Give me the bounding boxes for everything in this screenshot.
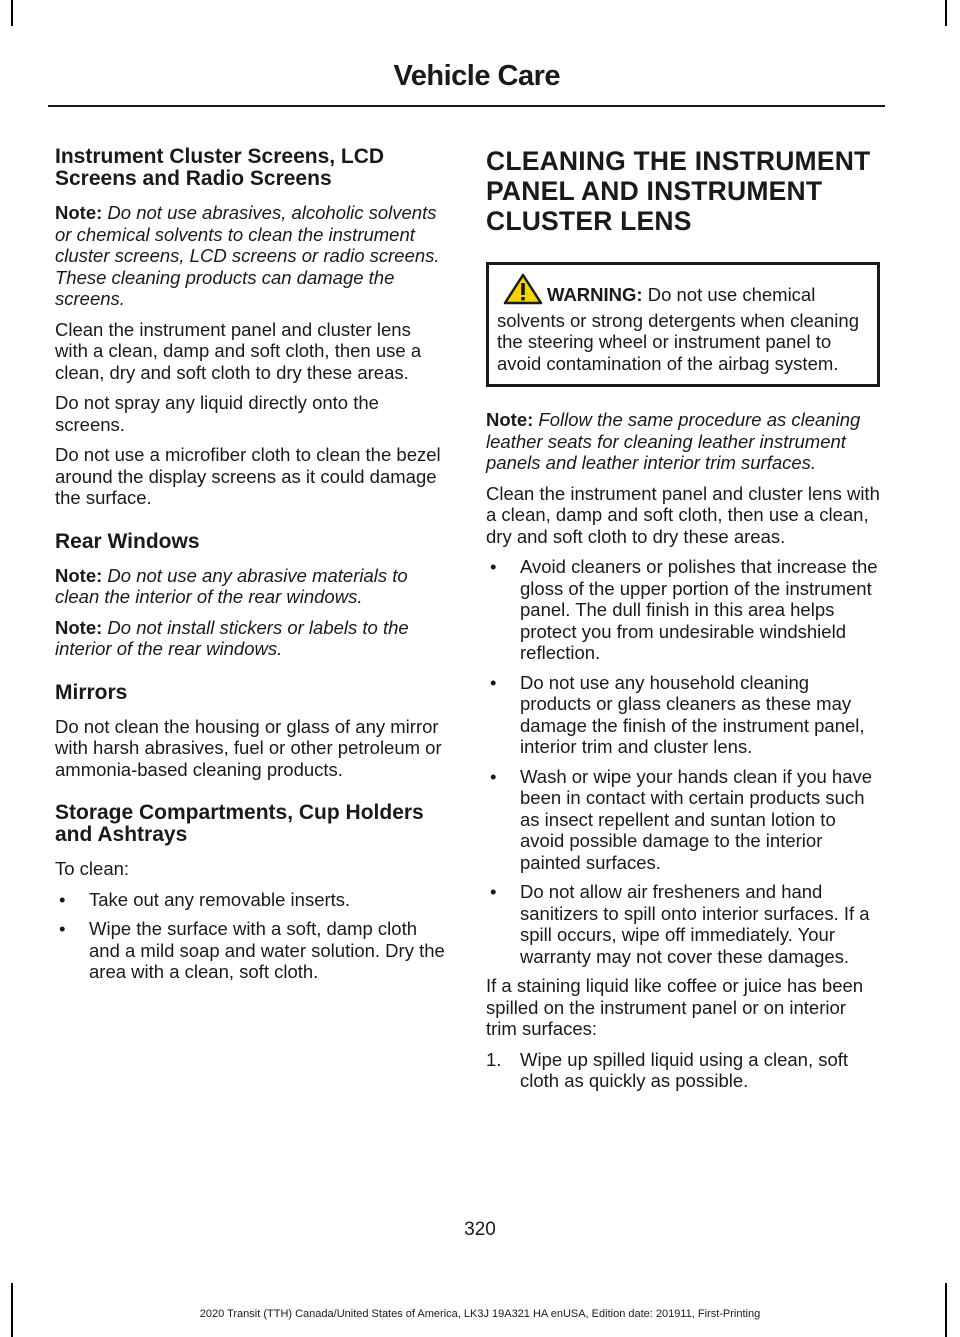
paragraph-staining-liquid: If a staining liquid like coffee or juice has been spilled on the instrument panel or on interior trim surfaces: (486, 975, 864, 1039)
list-item (486, 881, 880, 967)
step-text: Wipe up spilled liquid using a clean, soft cloth as quickly as possible. (520, 1048, 849, 1091)
crop-mark-top-left (11, 0, 13, 26)
crop-mark-top-right (945, 0, 947, 26)
paragraph-mirrors: Do not clean the housing or glass of any mirror with harsh abrasives, fuel or other petroleum or ammonia-based cleaning products. (55, 715, 442, 780)
bullet-icon: • (490, 881, 497, 902)
bullet-icon: • (490, 765, 497, 787)
bullet-icon: • (59, 918, 66, 939)
list-item-text: Do not use any household cleaning products or glass cleaners as these may damage the finish of the instrument panel, interior trim and cluster lens. (520, 671, 865, 757)
bullet-list-storage (55, 889, 448, 983)
note-label: Note: (55, 564, 103, 586)
bullet-icon: • (59, 888, 66, 910)
list-item-text: Do not allow air fresheners and hand sanitizers to spill onto interior surfaces. If a spill occurs, wipe off immediately. Your warranty may not cover these damages. (520, 881, 870, 967)
note-label: Note: (55, 202, 103, 223)
numbered-steps (486, 1049, 880, 1092)
list-item-text: Avoid cleaners or polishes that increase the gloss of the upper portion of the instrument panel. The dull finish in this area helps protect you from undesirable windshield reflection. (520, 556, 878, 663)
warning-label: WARNING: (547, 284, 643, 305)
list-item (55, 889, 448, 911)
warning-box (486, 262, 880, 387)
step-number: 1. (486, 1048, 502, 1070)
heading-rear-windows: Rear Windows (55, 529, 200, 553)
warning-text: Do not use chemical solvents or strong detergents when cleaning the steering wheel or instrument panel to avoid contamination of the airbag system. (497, 284, 859, 374)
list-item (486, 766, 880, 874)
paragraph-clean-panel: Clean the instrument panel and cluster lens with a clean, damp and soft cloth, then use a clean, dry and soft cloth to dry these areas. (486, 482, 880, 547)
page-section-title: Vehicle Care (393, 60, 560, 92)
note-rear-stickers (55, 617, 448, 660)
paragraph-no-spray: Do not spray any liquid directly onto the screens. (55, 392, 379, 435)
list-item-text: Wash or wipe your hands clean if you have been in contact with certain products such as insect repellent and suntan lotion to avoid possible damage to the interior painted surfaces. (520, 765, 873, 873)
warning-triangle-icon (503, 273, 543, 310)
list-item-text: Wipe the surface with a soft, damp cloth and a mild soap and water solution. Dry the area with a clean, soft cloth. (89, 918, 445, 982)
note-text: Do not use any abrasive materials to clean the interior of the rear windows. (55, 564, 408, 607)
step-item (486, 1049, 880, 1092)
heading-cleaning-instrument-panel: CLEANING THE INSTRUMENT PANEL AND INSTRUMENT CLUSTER LENS (486, 146, 871, 236)
bullet-icon: • (490, 556, 497, 577)
paragraph-clean-panel: Clean the instrument panel and cluster lens with a clean, damp and soft cloth, then use a clean, dry and soft cloth to dry these areas. (55, 318, 422, 383)
note-abrasives (55, 202, 448, 310)
heading-instrument-cluster-screens: Instrument Cluster Screens, LCD Screens and Radio Screens (55, 145, 385, 190)
note-text: Follow the same procedure as cleaning leather seats for cleaning leather instrument panels and leather interior trim surfaces. (486, 409, 861, 473)
footer-edition-info: 2020 Transit (TTH) Canada/United States of America, LK3J 19A321 HA enUSA, Edition date: 201911, First-Printing (199, 1308, 761, 1320)
heading-mirrors: Mirrors (55, 680, 128, 704)
note-label: Note: (486, 409, 534, 430)
note-label: Note: (55, 616, 103, 638)
right-column (486, 146, 880, 1100)
heading-storage-compartments: Storage Compartments, Cup Holders and Ashtrays (55, 801, 424, 846)
header-rule (48, 105, 885, 107)
left-column (55, 146, 448, 991)
list-item-text: Take out any removable inserts. (89, 888, 351, 910)
paragraph-no-microfiber: Do not use a microfiber cloth to clean the bezel around the display screens as it could damage the surface. (55, 444, 441, 508)
list-item (486, 556, 880, 664)
list-item (55, 918, 448, 983)
note-leather (486, 409, 880, 474)
bullet-list-cleaning (486, 556, 880, 967)
page-number: 320 (464, 1219, 496, 1240)
note-rear-abrasive (55, 565, 448, 608)
note-text: Do not install stickers or labels to the interior of the rear windows. (55, 616, 409, 659)
note-text: Do not use abrasives, alcoholic solvents or chemical solvents to clean the instrument cluster screens, LCD screens or radio screens. These cleaning products can damage the screens. (55, 202, 440, 309)
list-item (486, 672, 880, 758)
bullet-icon: • (490, 671, 497, 693)
paragraph-to-clean: To clean: (55, 858, 130, 879)
